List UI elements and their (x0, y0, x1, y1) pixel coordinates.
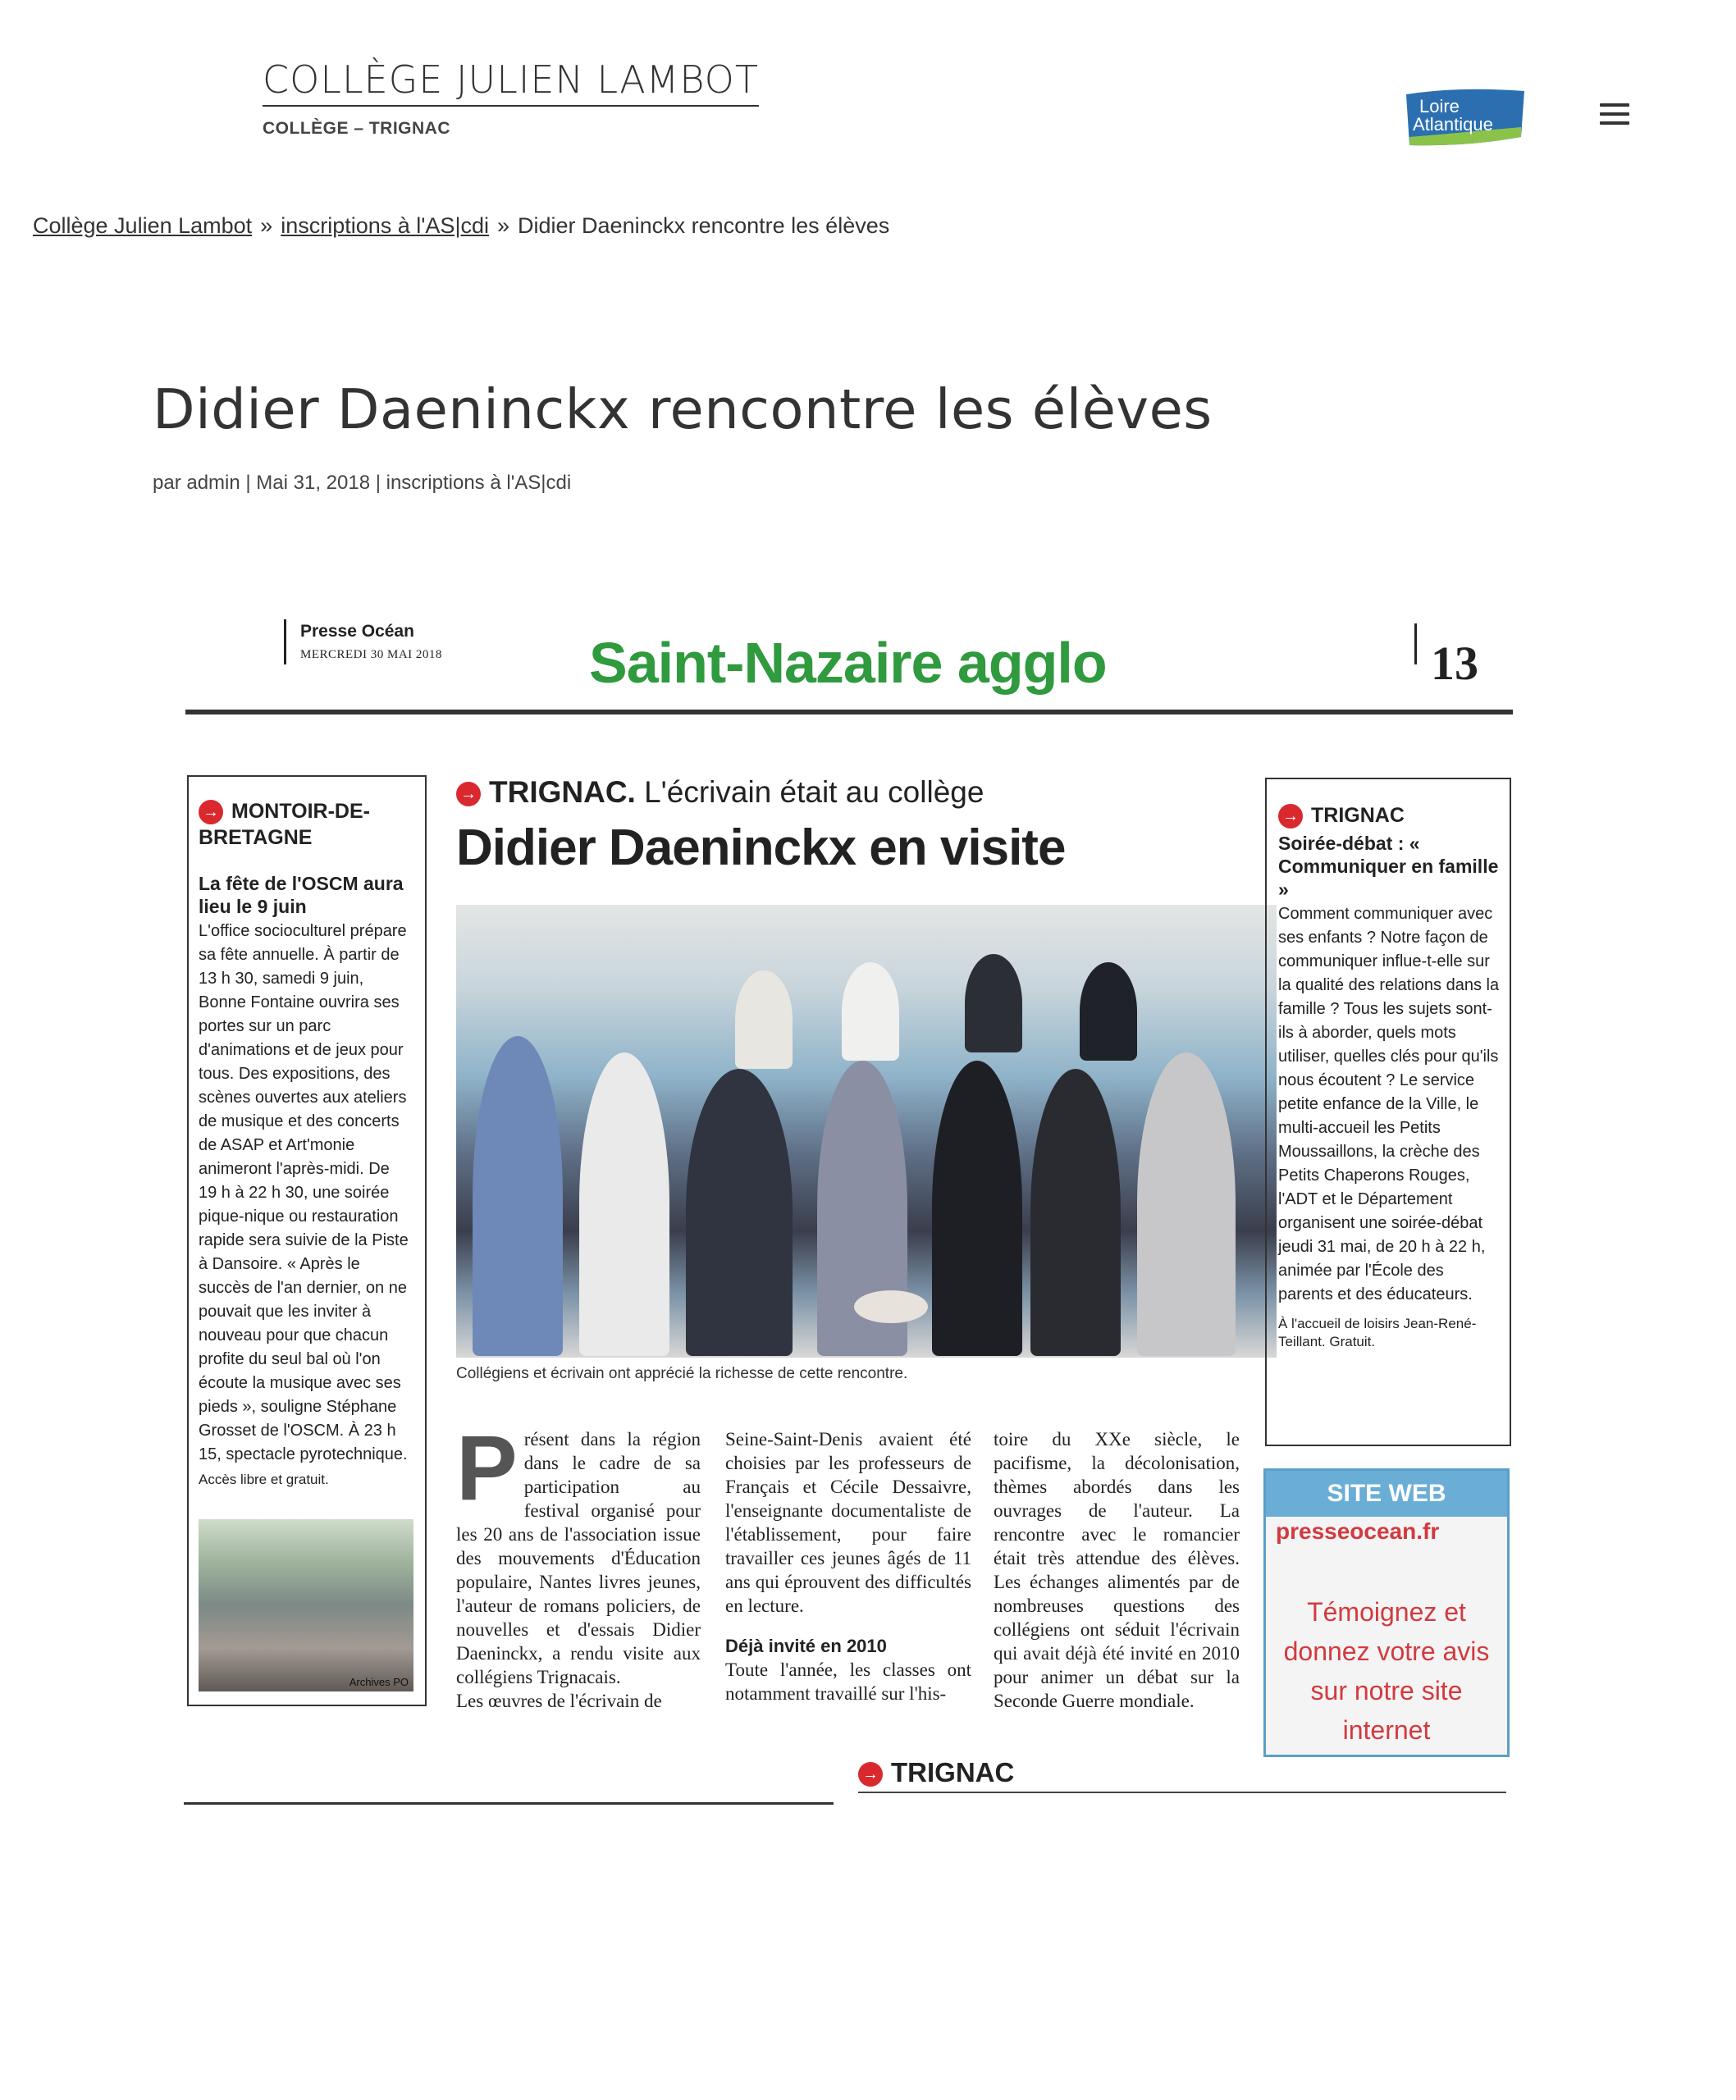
brief-location: → TRIGNAC (1278, 804, 1500, 829)
breadcrumb-separator: » (496, 213, 510, 238)
breadcrumb-category-link[interactable]: inscriptions à l'AS|cdi (281, 213, 489, 238)
brief-location: → MONTOIR-DE-BRETAGNE (199, 800, 370, 850)
article-column-3: toire du XXe siècle, le pacifisme, la décolonisation, thèmes abordés dans les ouvrages de l'auteur. La rencontre avec le romancier était très attendue des élèves. Les échanges alimentés par de nombreuses questions des collégiens ont séduit l'écrivain qui avait déjà été invité en 2010 pour animer un débat sur la Seconde Guerre mondiale. (994, 1429, 1240, 1711)
crowd-photo (199, 1519, 413, 1691)
brief-body: L'office socioculturel prépare sa fête annuelle. À partir de 13 h 30, samedi 9 juin, Bonne Fontaine ouvrira ses portes sur un parc d'animations et de jeux pour tous. Des expositions, des scènes ouvertes aux ateliers de musique et des concerts de ASAP et Art'monie animeront l'après-midi. De 19 h à 22 h 30, une soirée pique-nique ou restauration rapide sera suivie de la Piste à Dansoire. « Après le succès de l'an dernier, on ne pouvait que les inviter à nouveau pour que chacun profite du seul bal où l'on écoute la musique avec ses pieds », souligne Stéphane Grosset de l'OSCM. À 23 h 15, spectacle pyrotechnique. (199, 922, 409, 1464)
article-column-1: Présent dans la région dans le cadre de sa participation au festival organisé pour les 20 ans de l'association issue des mouvements d'Éducation populaire, Nantes livres jeunes, l'auteur de romans policiers, de nouvelles et d'essais Didier Daeninckx, a rendu visite aux collégiens Trignacais. Les œuvres de l'écrivain de (456, 1417, 701, 1711)
site-subtitle: COLLÈGE – TRIGNAC (263, 119, 451, 138)
masthead-rule (185, 710, 1513, 714)
post-meta: par admin | Mai 31, 2018 | inscriptions à l'AS|cdi (153, 472, 572, 494)
bottom-rule-left (184, 1802, 834, 1805)
newspaper-page-number: 13 (1431, 637, 1478, 690)
brief-headline: Soirée-débat : « Communiquer en famille » (1278, 833, 1499, 901)
breadcrumb-separator: » (260, 213, 273, 238)
article-column-1-end: Les œuvres de l'écrivain de (456, 1691, 662, 1711)
arrow-right-icon: → (199, 800, 223, 824)
brief-headline: La fête de l'OSCM aura lieu le 9 juin (199, 873, 404, 918)
loire-atlantique-logo[interactable] (1401, 86, 1529, 150)
newspaper-section-title: Saint-Nazaire agglo (589, 631, 1107, 695)
post-title: Didier Daeninckx rencontre les élèves (153, 377, 1213, 441)
breadcrumb-home-link[interactable]: Collège Julien Lambot (33, 213, 253, 238)
website-promo-title: SITE WEB (1266, 1471, 1507, 1517)
next-article-location: → TRIGNAC (858, 1757, 1014, 1788)
bottom-rule-right (858, 1792, 1506, 1793)
brief-montoir (187, 775, 427, 1706)
brief-note: À l'accueil de loisirs Jean-René-Teillant. Gratuit. (1278, 1316, 1477, 1350)
article-subhead: Déjà invité en 2010 (725, 1636, 887, 1656)
masthead-divider (284, 619, 286, 664)
page-number-divider (1414, 623, 1417, 664)
arrow-right-icon: → (1278, 804, 1303, 829)
hamburger-icon[interactable] (1600, 103, 1629, 126)
photo-credit: Archives PO (349, 1676, 409, 1689)
website-promo (1263, 1468, 1510, 1757)
brief-note: Accès libre et gratuit. (199, 1472, 329, 1488)
website-cta: Témoignez et donnez votre avis sur notre site internet (1283, 1597, 1490, 1745)
article-kicker: → TRIGNAC. L'écrivain était au collège (456, 775, 984, 810)
breadcrumb (33, 213, 889, 239)
brief-body: Comment communiquer avec ses enfants ? Notre façon de communiquer influe-t-elle sur la qualité des relations dans la famille ? Tous les sujets sont-ils à aborder, quels mots utiliser, quelles clés pour qu'ils nous écoutent ? Le service petite enfance de la Ville, le multi-accueil les Petits Moussaillons, la crèche des Petits Chaperons Rouges, l'ADT et le Département organisent une soirée-débat jeudi 31 mai, de 20 h à 22 h, animée par l'École des parents et des éducateurs. (1278, 905, 1500, 1304)
arrow-right-icon: → (858, 1762, 883, 1787)
article-column-2-end: Toute l'année, les classes ont notamment travaillé sur l'his- (725, 1659, 971, 1704)
newspaper-date: MERCREDI 30 MAI 2018 (300, 648, 442, 661)
article-dropcap: P (456, 1417, 518, 1519)
arrow-right-icon: → (456, 782, 481, 806)
photo-caption: Collégiens et écrivain ont apprécié la richesse de cette rencontre. (456, 1365, 908, 1382)
article-headline: Didier Daeninckx en visite (456, 819, 1066, 876)
logo-line2: Atlantique (1413, 114, 1493, 135)
logo-line1: Loire (1419, 96, 1460, 116)
newspaper-brand: Presse Océan (300, 622, 414, 641)
class-photo (456, 905, 1277, 1358)
website-url: presseocean.fr (1276, 1518, 1440, 1544)
breadcrumb-current: Didier Daeninckx rencontre les élèves (518, 213, 890, 238)
brief-trignac (1265, 778, 1511, 1446)
site-title[interactable]: COLLÈGE JULIEN LAMBOT (263, 57, 759, 107)
article-column-2: Seine-Saint-Denis avaient été choisies par les professeurs de Français et Cécile Dessaivre, l'enseignante documentaliste de l'établissement, pour faire travailler ces jeunes âgés de 11 ans qui éprouvent des difficultés en lecture. Déjà invité en 2010 Toute l'année, les classes ont notamment travaillé sur l'his- (725, 1429, 971, 1704)
